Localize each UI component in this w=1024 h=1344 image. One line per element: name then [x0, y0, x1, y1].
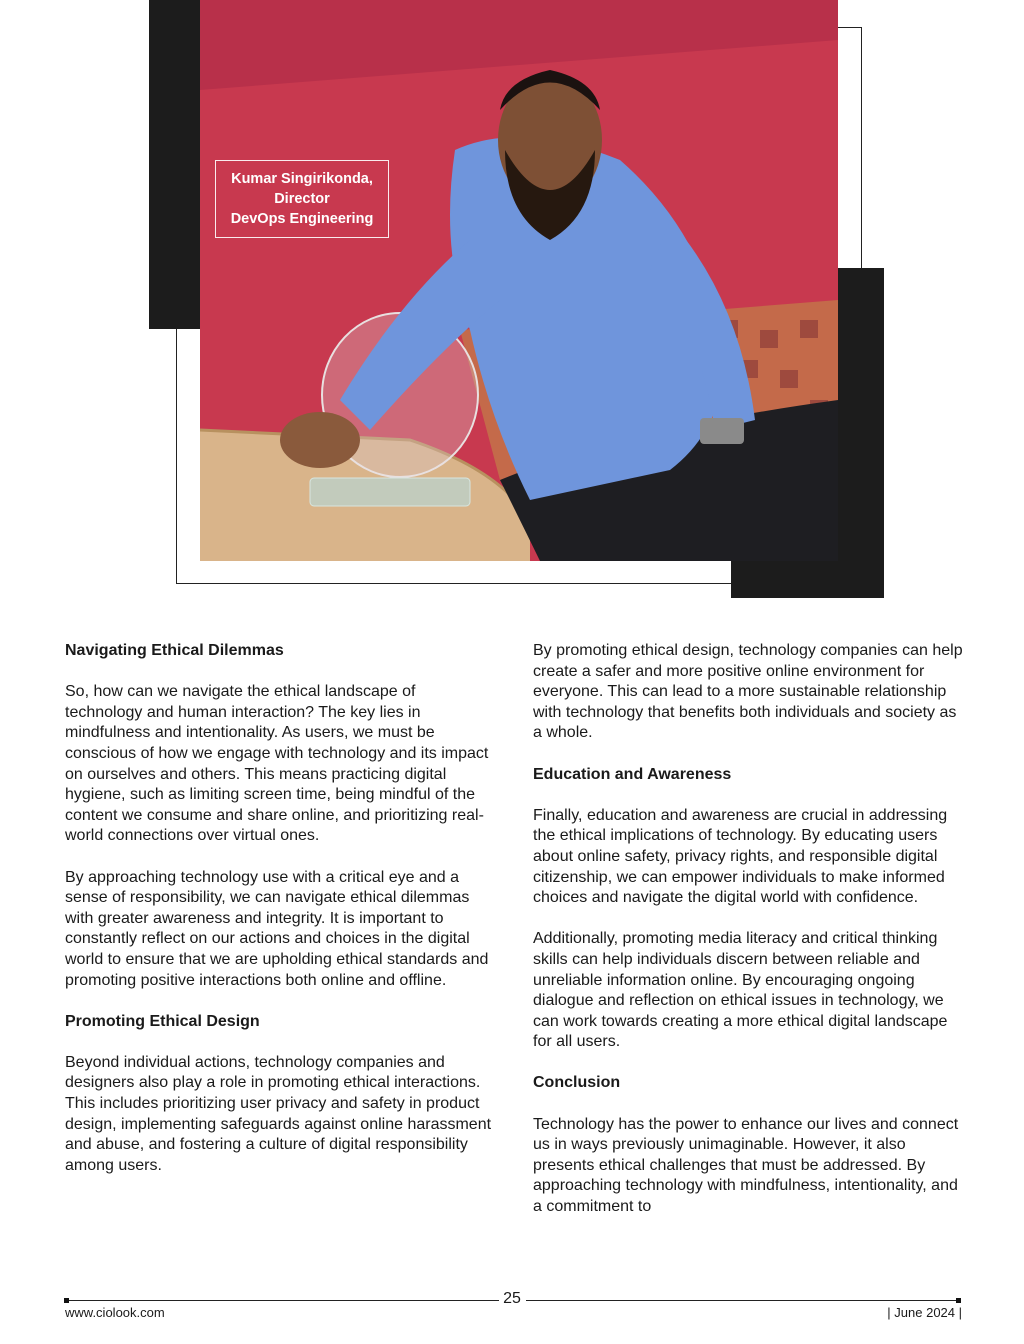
paragraph: Additionally, promoting media literacy and critical thinking skills can help individuals discern between reliable and unreliable information online. By encouraging ongoing dialogue and reflection on ethical issues in technology, we can work towards creating a more ethical digital landscape for all users.	[533, 930, 948, 1051]
paragraph: So, how can we navigate the ethical landscape of technology and human interaction? The key lies in mindfulness and intentionality. As users, we must be conscious of how we engage with technology and its impact on ourselves and others. This means practicing digital hygiene, such as limiting screen time, being mindful of the content we consume and share online, and prioritizing real-world connections over virtual ones.	[65, 683, 489, 845]
caption-name: Kumar Singirikonda,	[231, 171, 373, 187]
section-heading: Promoting Ethical Design	[65, 1012, 260, 1030]
footer-rule-right	[526, 1300, 959, 1301]
paragraph: By promoting ethical design, technology companies can help create a safer and more positive online environment for everyone. This can lead to a more sustainable relationship with technology that benefits both individuals and society as a whole.	[533, 642, 963, 742]
section-heading: Education and Awareness	[533, 765, 732, 783]
website-url: www.ciolook.com	[65, 1305, 165, 1320]
paragraph: By approaching technology use with a critical eye and a sense of responsibility, we can navigate ethical dilemmas with greater awareness and integrity. It is important to constantly reflect on our actions and choices in the digital world to ensure that we are upholding ethical standards and promoting positive interactions both online and offline.	[65, 868, 489, 989]
paragraph: Technology has the power to enhance our lives and connect us in ways previously unimaginable. However, it also presents ethical challenges that must be addressed. By approaching technology with mindfulness, intentionality, and a commitment to	[533, 1115, 959, 1216]
section-heading: Conclusion	[533, 1074, 621, 1092]
caption-role: Director	[274, 191, 330, 207]
article-column-left	[65, 641, 495, 1197]
article-column-right	[533, 641, 965, 1238]
footer-dot-right	[956, 1298, 961, 1303]
portrait-photo	[200, 0, 838, 561]
paragraph: Beyond individual actions, technology companies and designers also play a role in promoting ethical interactions. This includes prioritizing user privacy and safety in product design, implementing safeguards against online harassment and abuse, and fostering a culture of digital responsibility among users.	[65, 1053, 492, 1174]
caption-department: DevOps Engineering	[230, 211, 374, 227]
section-heading: Navigating Ethical Dilemmas	[65, 642, 284, 659]
decorative-dark-block-left	[149, 0, 201, 329]
page-number: 25	[503, 1290, 521, 1307]
footer-dot-left	[64, 1298, 69, 1303]
paragraph: Finally, education and awareness are crucial in addressing the ethical implications of technology. By educating users about online safety, privacy rights, and responsible digital citizenship, we can empower individuals to make informed choices and navigate the digital world with confidence.	[533, 806, 948, 907]
photo-caption	[215, 160, 389, 238]
footer-rule-left	[65, 1300, 499, 1301]
issue-date: | June 2024 |	[887, 1305, 962, 1320]
